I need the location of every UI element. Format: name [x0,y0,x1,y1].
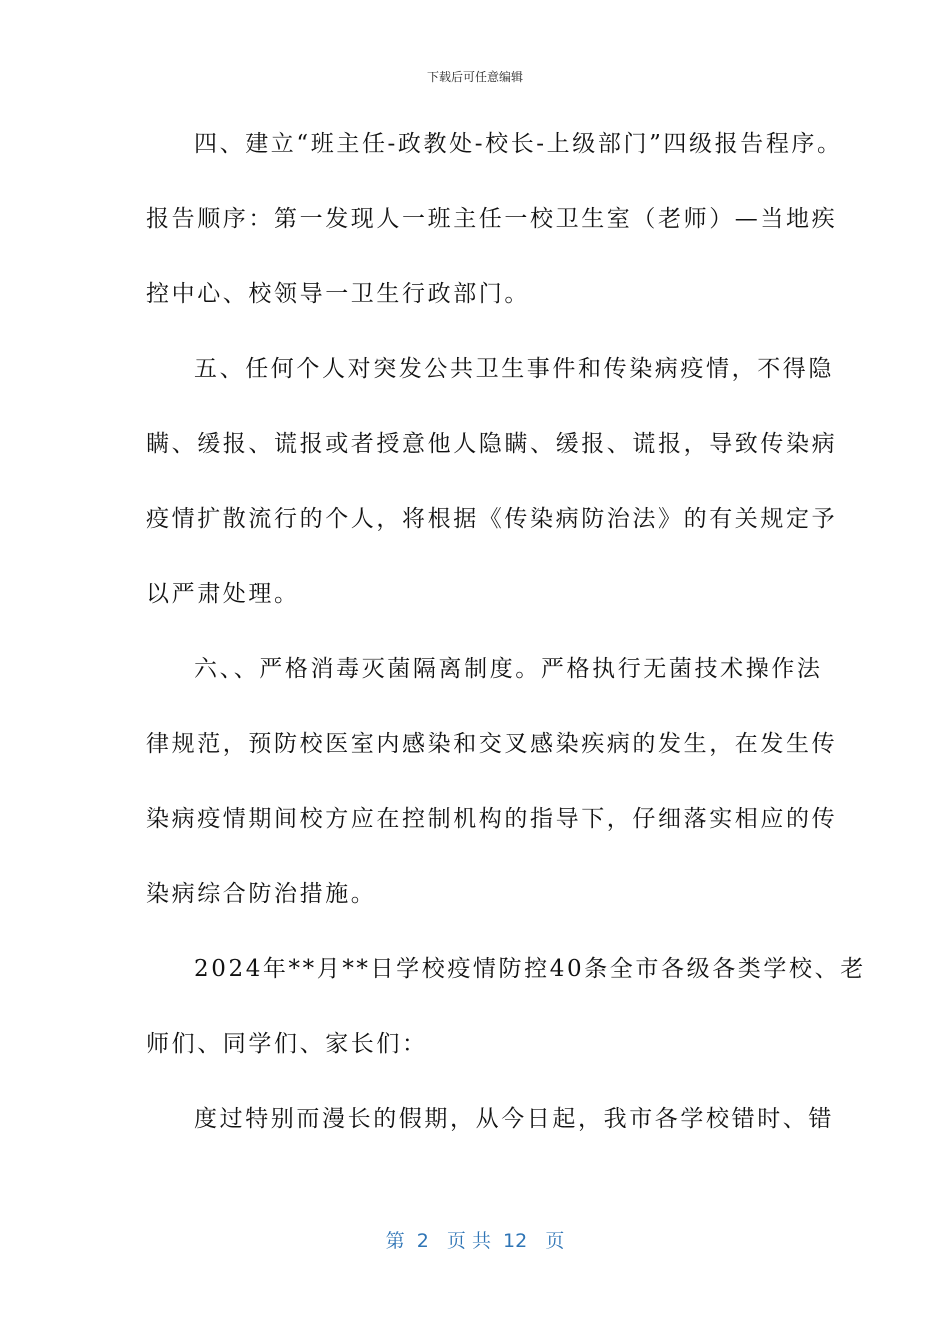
text-line: 以严肃处理。 [146,581,300,607]
text-line: 六、、严格消毒灭菌隔离制度。严格执行无菌技术操作法 [194,656,823,682]
text-line: 师们、同学们、家长们： [146,1031,428,1057]
text-line: 瞒、缓报、谎报或者授意他人隐瞒、缓报、谎报，导致传染病 [146,431,838,457]
text-line: 染病疫情期间校方应在控制机构的指导下，仔细落实相应的传 [146,806,838,832]
text-line: 2024年**月**日学校疫情防控40条全市各级各类学校、老 [194,956,866,982]
text-line: 度过特别而漫长的假期，从今日起，我市各学校错时、错 [194,1106,834,1132]
text-line: 四、建立“班主任-政教处-校长-上级部门”四级报告程序。 [194,131,843,157]
page-number-footer: 第 2 页 共 12 页 [385,1230,565,1252]
text-line: 五、任何个人对突发公共卫生事件和传染病疫情，不得隐 [194,356,834,382]
text-line: 律规范，预防校医室内感染和交叉感染疾病的发生，在发生传 [146,731,838,757]
header-note: 下载后可任意编辑 [426,70,523,84]
text-line: 报告顺序：第一发现人一班主任一校卫生室（老师）—当地疾 [146,206,838,232]
text-line: 控中心、校领导一卫生行政部门。 [146,281,530,307]
text-line: 疫情扩散流行的个人，将根据《传染病防治法》的有关规定予 [146,506,838,532]
text-line: 染病综合防治措施。 [146,881,377,907]
